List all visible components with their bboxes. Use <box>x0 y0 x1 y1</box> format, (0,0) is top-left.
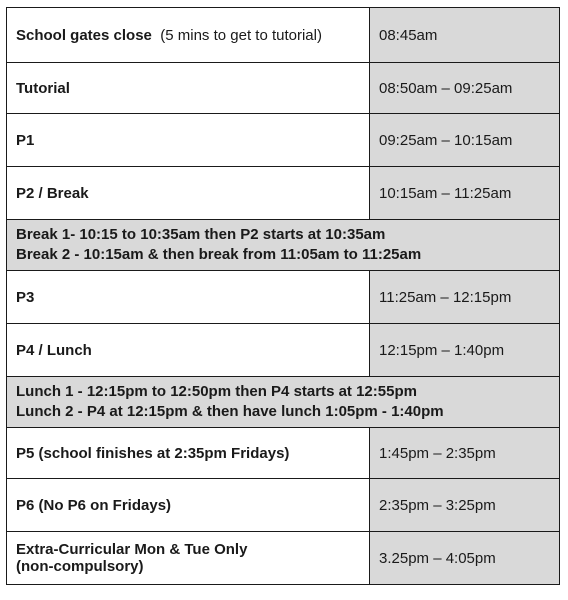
period-cell: P3 <box>7 271 370 324</box>
table-row <box>7 324 560 377</box>
period-cell: P4 / Lunch <box>7 324 370 377</box>
table-row <box>7 167 560 220</box>
school-day-timetable <box>6 7 560 585</box>
period-cell: P6 (No P6 on Fridays) <box>7 479 370 532</box>
time-cell: 2:35pm – 3:25pm <box>370 479 560 532</box>
break-note-cell <box>7 220 560 271</box>
lunch-note-row <box>7 377 560 428</box>
time-cell: 3.25pm – 4:05pm <box>370 532 560 585</box>
time-cell: 08:45am <box>370 8 560 63</box>
period-cell: P5 (school finishes at 2:35pm Fridays) <box>7 428 370 479</box>
break-2-note: Break 2 - 10:15am & then break from 11:05am to 11:25am <box>16 246 422 263</box>
period-note: (5 mins to get to tutorial) <box>160 26 322 44</box>
period-cell: P2 / Break <box>7 167 370 220</box>
lunch-note-cell <box>7 377 560 428</box>
table-row <box>7 114 560 167</box>
table-row <box>7 479 560 532</box>
table-row <box>7 8 560 63</box>
time-cell: 11:25am – 12:15pm <box>370 271 560 324</box>
period-label: School gates close <box>16 26 152 44</box>
lunch-2-note: Lunch 2 - P4 at 12:15pm & then have lunch 1:05pm - 1:40pm <box>16 403 444 420</box>
time-cell: 09:25am – 10:15am <box>370 114 560 167</box>
time-cell: 12:15pm – 1:40pm <box>370 324 560 377</box>
extra-curricular-label: Extra-Curricular Mon & Tue Only <box>16 541 248 558</box>
table-row <box>7 271 560 324</box>
table-row <box>7 63 560 114</box>
period-cell <box>7 8 370 63</box>
time-cell: 10:15am – 11:25am <box>370 167 560 220</box>
period-cell: Tutorial <box>7 63 370 114</box>
period-cell: P1 <box>7 114 370 167</box>
extra-curricular-note: (non-compulsory) <box>16 558 144 575</box>
lunch-1-note: Lunch 1 - 12:15pm to 12:50pm then P4 starts at 12:55pm <box>16 383 417 400</box>
break-1-note: Break 1- 10:15 to 10:35am then P2 starts at 10:35am <box>16 226 386 243</box>
period-cell <box>7 532 370 585</box>
break-note-row <box>7 220 560 271</box>
time-cell: 1:45pm – 2:35pm <box>370 428 560 479</box>
table-row <box>7 428 560 479</box>
table-row <box>7 532 560 585</box>
time-cell: 08:50am – 09:25am <box>370 63 560 114</box>
